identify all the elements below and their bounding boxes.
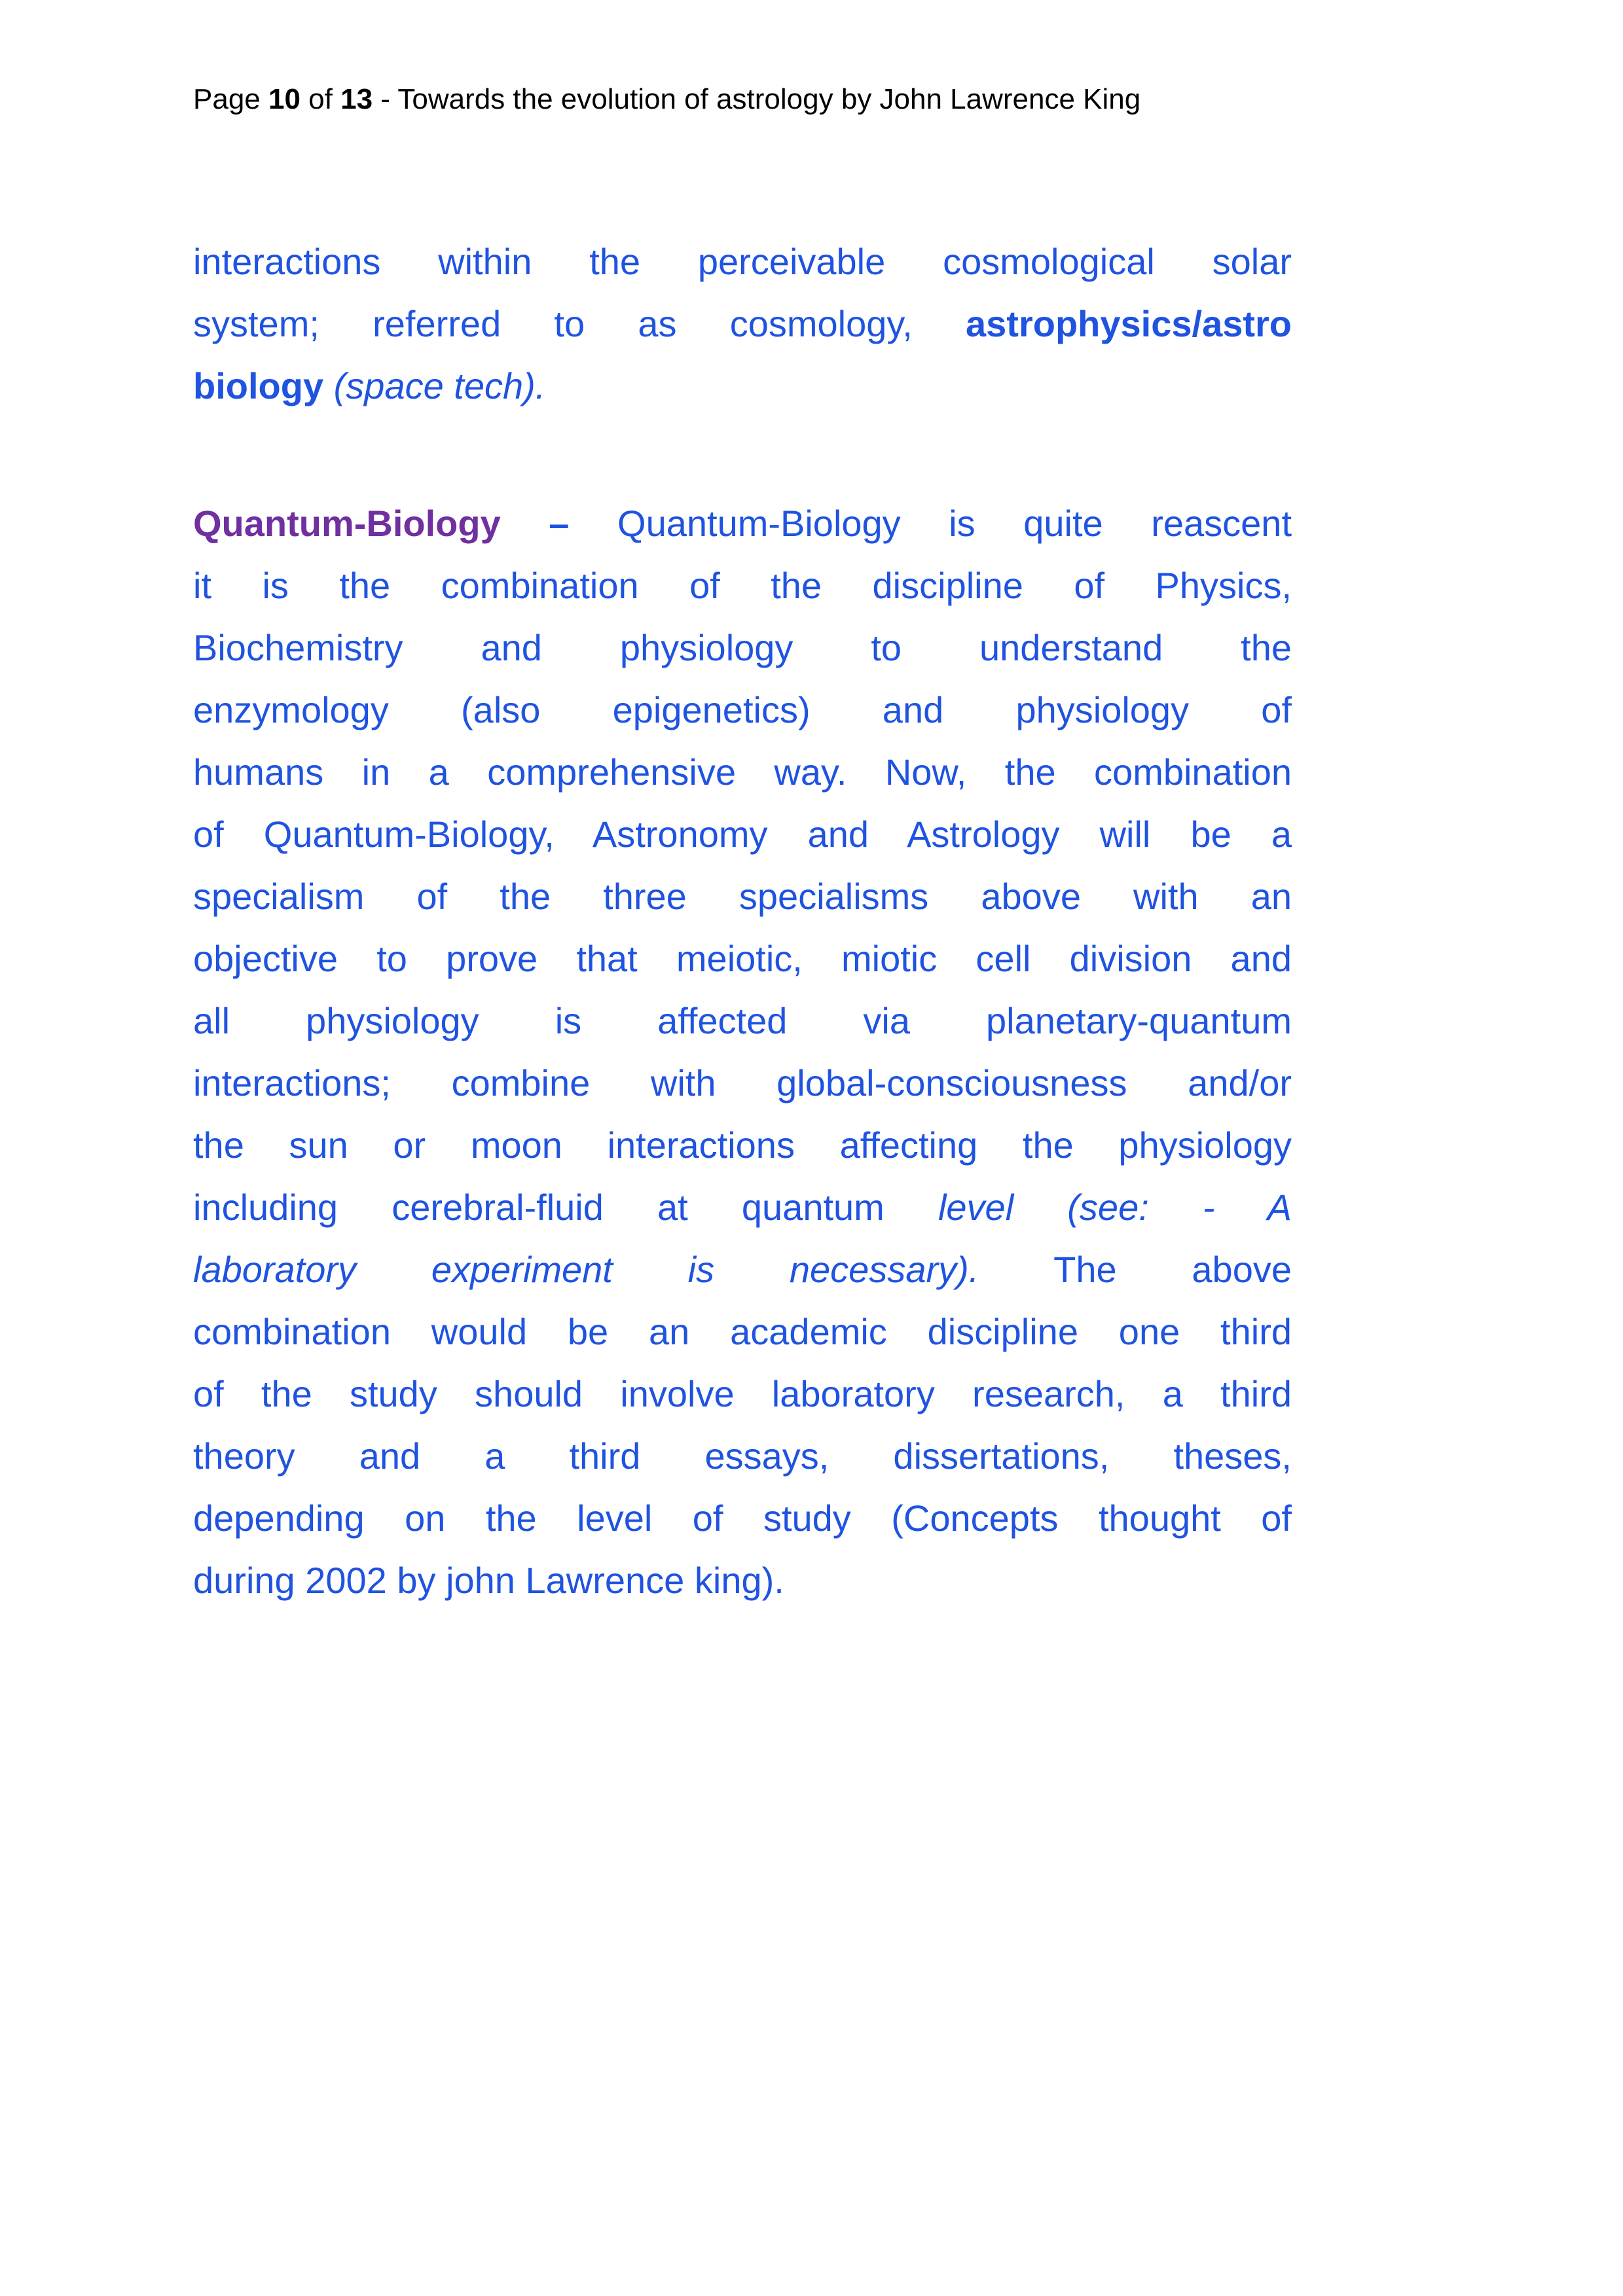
text-line (193, 803, 1292, 865)
text-run: astrophysics/astro (966, 303, 1292, 344)
text-run: laboratory experiment is necessary). (193, 1249, 979, 1290)
text-run: combination would be an academic discipline one third (193, 1311, 1292, 1352)
text-run: level (see: - A (938, 1187, 1292, 1228)
text-run: objective to prove that meiotic, miotic cell division and (193, 938, 1292, 979)
text-run: all physiology is affected via planetary-quantum (193, 1000, 1292, 1041)
text-line (193, 1176, 1292, 1238)
text-line (193, 679, 1292, 741)
text-run: interactions; combine with global-consciousness and/or (193, 1062, 1292, 1103)
text-run: Biochemistry and physiology to understand the (193, 627, 1292, 668)
text-run: including cerebral-fluid at quantum (193, 1187, 938, 1228)
text-line (193, 230, 1292, 293)
text-line (193, 990, 1292, 1052)
text-line (193, 741, 1292, 803)
text-line (193, 865, 1292, 927)
text-line (193, 1363, 1292, 1425)
page-header (193, 82, 1140, 117)
text-line (193, 293, 1292, 355)
text-line (193, 554, 1292, 617)
text-run: interactions within the perceivable cosmological solar (193, 241, 1292, 282)
text-run: enzymology (also epigenetics) and physiology of (193, 689, 1292, 730)
text-run: Quantum-Biology is quite reascent (617, 503, 1292, 544)
text-run: The above (979, 1249, 1292, 1290)
text-line (193, 1052, 1292, 1114)
paragraph-2 (193, 492, 1292, 1611)
text-line (193, 1425, 1292, 1487)
text-line (193, 927, 1292, 990)
text-run: biology (193, 365, 324, 406)
page-total: 13 (340, 83, 373, 115)
text-run: of Quantum-Biology, Astronomy and Astrology will be a (193, 814, 1292, 855)
text-run: it is the combination of the discipline of Physics, (193, 565, 1292, 606)
text-line (193, 1114, 1292, 1176)
term-heading: Quantum-Biology (193, 503, 501, 544)
page-number: 10 (268, 83, 301, 115)
text-line (193, 355, 1292, 417)
text-run: humans in a comprehensive way. Now, the combination (193, 751, 1292, 793)
text-run: of the study should involve laboratory research, a third (193, 1373, 1292, 1414)
text-run: system; referred to as cosmology, (193, 303, 966, 344)
text-run: specialism of the three specialisms above with an (193, 876, 1292, 917)
document-title: - Towards the evolution of astrology by John Lawrence King (373, 83, 1141, 115)
text-line (193, 617, 1292, 679)
text-line (193, 1238, 1292, 1300)
text-run: theory and a third essays, dissertations, theses, (193, 1435, 1292, 1477)
text-line (193, 492, 1292, 554)
text-run: during 2002 by john Lawrence king). (193, 1560, 784, 1601)
header-text: of (300, 83, 341, 115)
header-text: Page (193, 83, 268, 115)
paragraph-1 (193, 230, 1292, 417)
text-line (193, 1549, 1292, 1611)
text-line (193, 1487, 1292, 1549)
text-run: (space tech). (323, 365, 546, 406)
text-line (193, 1300, 1292, 1363)
text-run: depending on the level of study (Concepts thought of (193, 1498, 1292, 1539)
text-run: the sun or moon interactions affecting the physiology (193, 1124, 1292, 1166)
text-run: – (500, 503, 618, 544)
